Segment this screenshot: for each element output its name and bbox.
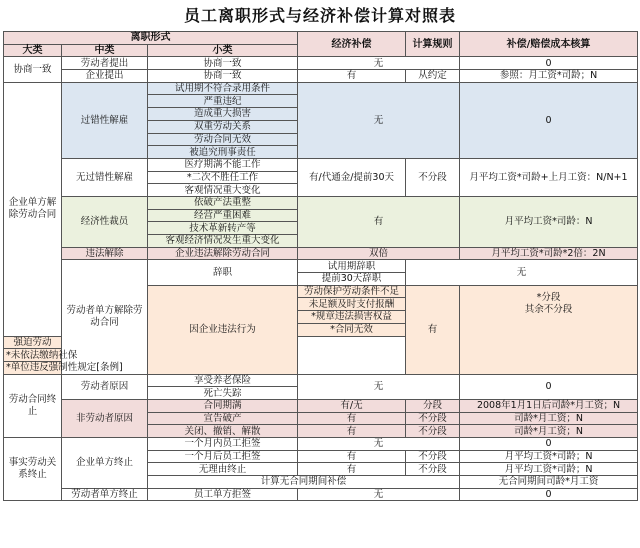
mid-cell: 违法解除 xyxy=(62,247,148,260)
table-row xyxy=(4,488,638,501)
mid-cell: 企业单方终止 xyxy=(62,438,148,489)
rule-cell: 不分段 xyxy=(406,425,460,438)
comp-cell: 有 xyxy=(298,412,406,425)
cost-cell: 月平均工资*司龄：N xyxy=(460,196,638,247)
rule-cell: 分段 xyxy=(406,399,460,412)
comp-cell: 有 xyxy=(406,285,460,374)
cost-cell: 0 xyxy=(460,488,638,501)
header-rule: 计算规则 xyxy=(406,32,460,57)
sub-cell: *未依法缴纳社保 xyxy=(4,349,62,362)
header-row xyxy=(4,32,638,45)
cat-cell: 企业单方解除劳动合同 xyxy=(4,82,62,336)
sub-cell: 未足额及时支付报酬 xyxy=(298,298,406,311)
cost-cell: 0 xyxy=(460,438,638,451)
sub-cell: 劳动保护劳动条件不足 xyxy=(298,285,406,298)
sub-cell: 一个月后员工拒签 xyxy=(148,450,298,463)
table-row xyxy=(4,247,638,260)
rule-cell: 不分段 xyxy=(406,450,460,463)
cost-cell: 月平均工资*司龄+上月工资：N/N+1 xyxy=(460,158,638,196)
sub-cell: 技术革新转产等 xyxy=(148,222,298,235)
sub-cell: *单位违反强制性规定[条例] xyxy=(4,361,62,374)
rule-cell: 不分段 xyxy=(406,412,460,425)
mid-cell: 劳动者提出 xyxy=(62,57,148,70)
page-title: 员工离职形式与经济补偿计算对照表 xyxy=(183,6,456,25)
comp-cell: 有 xyxy=(298,425,406,438)
header-comp: 经济补偿 xyxy=(298,32,406,57)
cost-cell: 月平均工资*司龄；N xyxy=(460,463,638,476)
sub-cell: 客观经济情况发生重大变化 xyxy=(148,235,298,248)
comp-cell: 无 xyxy=(298,57,460,70)
mid-cell: 因企业违法行为 xyxy=(148,285,298,374)
table-row xyxy=(4,82,638,95)
mid-cell: 过错性解雇 xyxy=(62,82,148,158)
comp-cell: 有 xyxy=(298,450,406,463)
comp-cell: 有 xyxy=(298,70,406,83)
comp-cell: 有 xyxy=(298,196,460,247)
sub-cell: 试用期不符合录用条件 xyxy=(148,82,298,95)
sub-cell: 试用期辞职 xyxy=(298,260,406,273)
cost-cell: 司龄*月工资；N xyxy=(460,412,638,425)
sub-cell: 宣告破产 xyxy=(148,412,298,425)
sub-cell: 医疗期满不能工作 xyxy=(148,158,298,171)
table-row xyxy=(4,57,638,70)
sub-cell: 双重劳动关系 xyxy=(148,120,298,133)
sub-cell: 经营严重困难 xyxy=(148,209,298,222)
comp-cell: 有 xyxy=(298,463,406,476)
table-row xyxy=(4,260,638,273)
cost-cell: 月平均工资*司龄*2倍：2N xyxy=(460,247,638,260)
comp-cell: 无 xyxy=(406,260,638,285)
cost-cell: 2008年1月1日后司龄*月工资；N xyxy=(460,399,638,412)
sub-cell: 关闭、撤销、解散 xyxy=(148,425,298,438)
mid-cell: 非劳动者原因 xyxy=(62,399,148,437)
cost-cell: 0 xyxy=(460,82,638,158)
sub-cell: 造成重大损害 xyxy=(148,108,298,121)
table-row xyxy=(4,438,638,451)
cost-cell: 无合同期间司龄*月工资 xyxy=(460,476,638,489)
comp-cell: 无 xyxy=(298,82,460,158)
table-row xyxy=(4,196,638,209)
compensation-table xyxy=(3,31,638,501)
table-row xyxy=(4,70,638,83)
cost-cell: 司龄*月工资；N xyxy=(460,425,638,438)
cat-cell: 劳动合同终止 xyxy=(4,374,62,437)
sub-cell: 享受养老保险 xyxy=(148,374,298,387)
table-row xyxy=(4,399,638,412)
sub-cell: 无理由终止 xyxy=(148,463,298,476)
header-mid: 中类 xyxy=(62,44,148,57)
cost-cell: 0 xyxy=(460,374,638,399)
mid-cell: 劳动者原因 xyxy=(62,374,148,399)
rule-cell: 从约定 xyxy=(406,70,460,83)
comp-cell: 有/代通金/提前30天 xyxy=(298,158,406,196)
sub-cell: *二次不胜任工作 xyxy=(148,171,298,184)
comp-cell: 无 xyxy=(298,438,460,451)
header-cat: 大类 xyxy=(4,44,62,57)
sub-cell: 被追究刑事责任 xyxy=(148,146,298,159)
sub-cell: 客观情况重大变化 xyxy=(148,184,298,197)
sub-cell: 合同期满 xyxy=(148,399,298,412)
rule-cell: 不分段 xyxy=(406,463,460,476)
mid-cell: 辞职 xyxy=(148,260,298,285)
cost-cell: 参照：月工资*司龄；N xyxy=(460,70,638,83)
sub-cell: 协商一致 xyxy=(148,70,298,83)
rule-cell: *分段 其余不分段 xyxy=(460,285,638,374)
comp-cell: 无 xyxy=(298,374,460,399)
sub-cell: 依破产法重整 xyxy=(148,196,298,209)
table-row xyxy=(4,374,638,387)
header-group: 离职形式 xyxy=(4,32,298,45)
cat-cell: 劳动者单方解除劳动合同 xyxy=(62,260,148,374)
note-cell: 计算无合同期间补偿 xyxy=(148,476,460,489)
sub-cell: *规章违法损害权益 xyxy=(298,311,406,324)
cost-cell: 月平均工资*司龄；N xyxy=(460,450,638,463)
sub-cell: 一个月内员工拒签 xyxy=(148,438,298,451)
mid-cell: 经济性裁员 xyxy=(62,196,148,247)
sub-cell: 严重违纪 xyxy=(148,95,298,108)
sub-cell: 企业违法解除劳动合同 xyxy=(148,247,298,260)
comp-cell: 双倍 xyxy=(298,247,460,260)
mid-cell: 无过错性解雇 xyxy=(62,158,148,196)
sub-cell: *合同无效 xyxy=(298,323,406,336)
cat-cell: 事实劳动关系终止 xyxy=(4,438,62,501)
header-cost: 补偿/赔偿成本核算 xyxy=(460,32,638,57)
mid-cell: 劳动者单方终止 xyxy=(62,488,148,501)
sub-cell: 死亡失踪 xyxy=(148,387,298,400)
sub-cell: 强迫劳动 xyxy=(4,336,62,349)
cat-cell: 协商一致 xyxy=(4,57,62,82)
sub-cell: 劳动合同无效 xyxy=(148,133,298,146)
header-sub: 小类 xyxy=(148,44,298,57)
comp-cell: 无 xyxy=(298,488,460,501)
sub-cell: 协商一致 xyxy=(148,57,298,70)
sub-cell: 员工单方拒签 xyxy=(148,488,298,501)
sub-cell: 提前30天辞职 xyxy=(298,273,406,286)
comp-cell: 有/无 xyxy=(298,399,406,412)
cost-cell: 0 xyxy=(460,57,638,70)
mid-cell: 企业提出 xyxy=(62,70,148,83)
table-row xyxy=(4,158,638,171)
rule-cell: 不分段 xyxy=(406,158,460,196)
